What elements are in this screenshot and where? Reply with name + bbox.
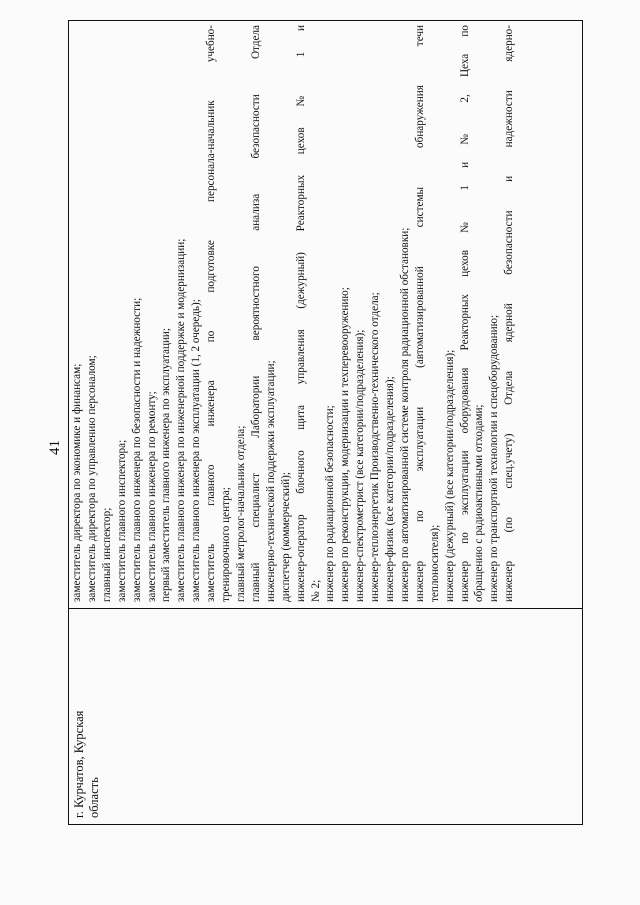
duty-line: инженер по транспортной технологии и спецоборудованию; <box>488 314 501 602</box>
duty-line: заместитель директора по управлению персоналом; <box>85 355 98 602</box>
duty-line: инженер по автоматизированной системе контроля радиационной обстановки; <box>398 227 411 602</box>
duty-line: заместитель главного инженера по ремонту; <box>145 391 158 602</box>
duty-line: диспетчер (коммерческий); <box>279 472 292 602</box>
duty-line: инженер по эксплуатации (автоматизированной системы обнаружения течи <box>413 25 426 602</box>
duty-line: инженер-оператор блочного щита управления (дежурный) Реакторных цехов № 1 и <box>294 25 307 602</box>
duty-line: инженерно-технической поддержки эксплуатации; <box>264 360 277 602</box>
duty-line: инженер (по спец.учету) Отдела ядерной безопасности и надежности ядерно- <box>503 25 516 602</box>
duty-line: первый заместитель главного инженера по эксплуатации; <box>160 327 173 602</box>
duty-line: инженер-теплоэнергетик Производственно-технического отдела; <box>369 292 382 602</box>
duty-line: теплоносителя); <box>428 524 441 602</box>
duty-line: главный метролог-начальник отдела; <box>234 425 247 602</box>
duty-line: заместитель главного инженера по инженерной поддержке и модернизации; <box>175 238 188 602</box>
duty-line: инженер-физик (все категории/подразделения); <box>384 376 397 602</box>
duty-line: инженер по эксплуатации оборудования Реакторных цехов № 1 и № 2, Цеха по <box>458 25 471 602</box>
duty-line: заместитель главного инспектора; <box>115 439 128 602</box>
duty-line: заместитель главного инженера по подготовке персонала-начальник учебно- <box>205 25 218 602</box>
duty-line: заместитель главного инженера по безопасности и надежности; <box>130 297 143 602</box>
page-number: 41 <box>47 440 63 455</box>
duty-line: инженер по реконструкции, модернизации и техперевооружению; <box>339 287 352 602</box>
duty-line: тренировочного центра; <box>220 487 233 602</box>
region-line-1: г. Курчатов, Курская <box>72 710 86 818</box>
duty-line: главный специалист Лаборатории вероятностного анализа безопасности Отдела <box>249 25 262 602</box>
duty-line: заместитель главного инженера по эксплуатации (1, 2 очередь); <box>190 299 203 602</box>
region-duties-table <box>68 20 583 825</box>
duty-line: обращению с радиоактивными отходами; <box>473 404 486 602</box>
region-line-2: область <box>87 777 101 818</box>
duty-line: заместитель директора по экономике и финансам; <box>71 363 83 602</box>
duties-cell <box>69 21 582 608</box>
duty-line: инженер-спектрометрист (все категории/подразделения); <box>354 329 367 602</box>
region-cell <box>69 608 582 824</box>
duty-line: инженер по радиационной безопасности; <box>324 405 337 602</box>
duty-line: № 2; <box>309 579 322 602</box>
duty-line: инженер (дежурный) (все категории/подразделения); <box>443 349 456 602</box>
duty-line: главный инспектор; <box>100 507 113 602</box>
